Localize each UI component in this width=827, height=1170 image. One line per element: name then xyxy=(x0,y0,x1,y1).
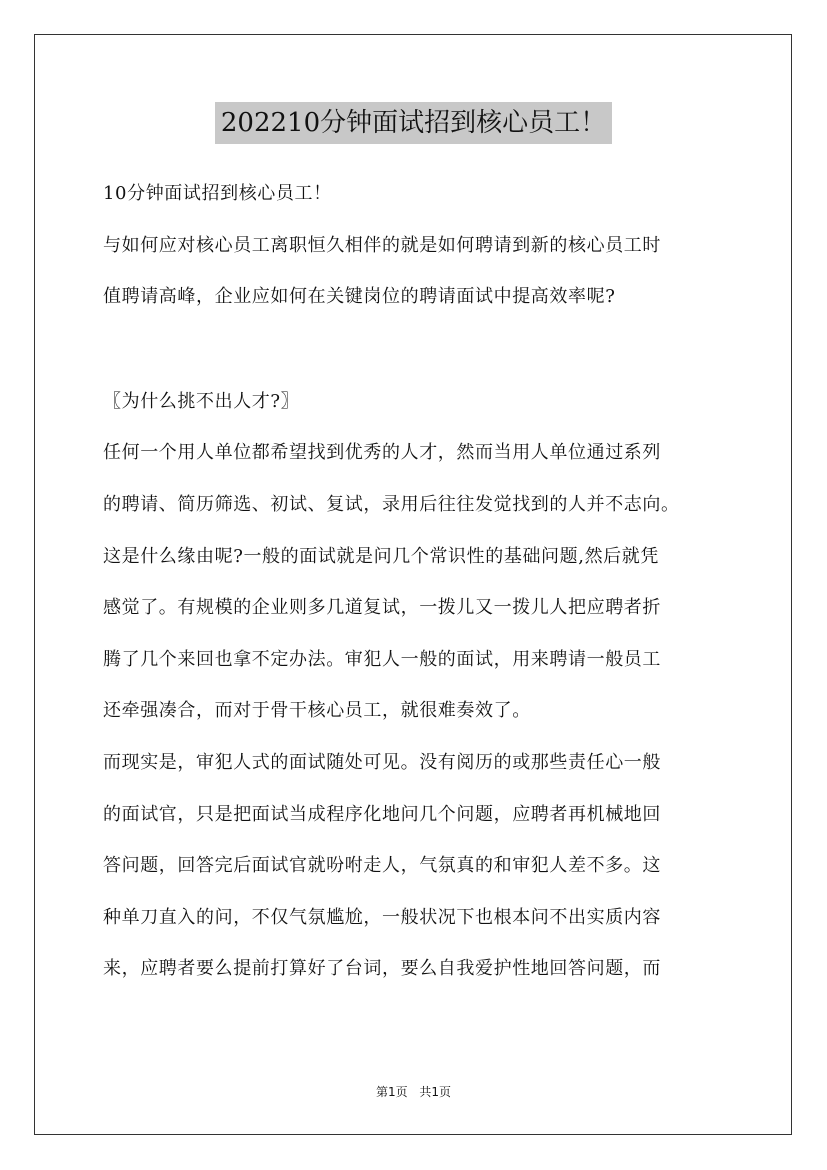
body-line: 而现实是，审犯人式的面试随处可见。没有阅历的或那些责任心一般 xyxy=(103,751,661,773)
body-line: 的面试官，只是把面试当成程序化地问几个问题，应聘者再机械地回 xyxy=(103,803,661,825)
page-number: 第1页 xyxy=(375,1085,408,1099)
body-line: 答问题，回答完后面试官就吩咐走人，气氛真的和审犯人差不多。这 xyxy=(103,855,661,877)
body-line: 种单刀直入的问，不仅气氛尴尬，一般状况下也根本问不出实质内容 xyxy=(103,906,661,928)
title-container xyxy=(0,102,827,144)
body-line: 还牵强凑合，而对于骨干核心员工，就很难奏效了。 xyxy=(103,700,531,722)
page-total: 共1页 xyxy=(419,1085,452,1099)
body-line: 10分钟面试招到核心员工！ xyxy=(103,183,332,204)
body-line: 任何一个用人单位都希望找到优秀的人才，然而当用人单位通过系列 xyxy=(103,442,661,464)
body-line: 的聘请、简历筛选、初试、复试，录用后往往发觉找到的人并不志向。 xyxy=(103,493,680,515)
body-line: 来，应聘者要么提前打算好了台词，要么自我爱护性地回答问题，而 xyxy=(103,958,661,980)
section-heading: 〖为什么挑不出人才?〗 xyxy=(103,390,300,412)
body-line: 这是什么缘由呢?一般的面试就是问几个常识性的基础问题,然后就凭 xyxy=(103,545,659,567)
body-line: 感觉了。有规模的企业则多几道复试，一拨儿又一拨儿人把应聘者折 xyxy=(103,597,661,619)
document-title: 202210分钟面试招到核心员工！ xyxy=(215,102,612,144)
body-line: 腾了几个来回也拿不定办法。审犯人一般的面试，用来聘请一般员工 xyxy=(103,648,661,670)
body-line: 与如何应对核心员工离职恒久相伴的就是如何聘请到新的核心员工时 xyxy=(103,234,661,256)
paragraph-spacer xyxy=(103,330,733,383)
body-line: 值聘请高峰，企业应如何在关键岗位的聘请面试中提高效率呢? xyxy=(103,286,616,308)
document-body xyxy=(103,175,733,1002)
page-footer xyxy=(0,1083,827,1100)
